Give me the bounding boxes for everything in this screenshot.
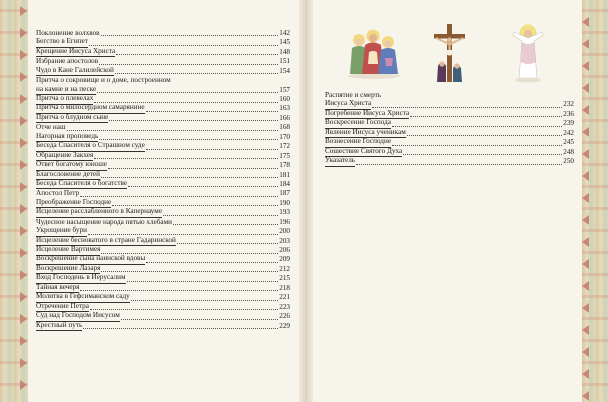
toc-entry-title: Благословение детей [36,170,100,180]
toc-dot-leader [67,130,279,131]
toc-entry [325,157,574,166]
toc-dot-leader [90,309,278,310]
border-triangle [20,292,27,302]
toc-page-number: 248 [563,147,574,156]
toc-entry-title: Преображение Господне [36,198,111,208]
toc-entry-title: Поклонение волхвов [36,28,100,37]
toc-entry-title: Суд над Господом Иисусом [36,311,120,321]
resurrection-illustration [508,22,548,84]
toc-entry-title: Воскрешение сына наинской вдовы [36,254,145,264]
toc-dot-leader [99,139,278,140]
toc-page-number: 184 [279,179,290,188]
border-triangle [582,149,589,159]
toc-entry-title: Крещение Иисуса Христа [36,47,115,57]
toc-page-number: 154 [279,66,290,75]
toc-entry-title: Указатель [325,156,355,166]
crucifixion-illustration [430,22,470,84]
toc-dot-leader [173,224,278,225]
toc-page-number: 218 [279,283,290,292]
toc-entry-title: Явление Иисуса ученикам [325,128,406,138]
toc-dot-leader [101,35,279,36]
toc-dot-leader [101,177,278,178]
toc-page-number: 193 [279,208,290,217]
border-triangle [582,17,589,27]
toc-page-number: 223 [279,302,290,311]
border-triangle [20,336,27,346]
border-triangle [20,182,27,192]
toc-dot-leader [372,107,562,108]
border-triangle [582,347,589,357]
border-triangle [20,358,27,368]
toc-page-number: 221 [279,293,290,302]
toc-page-number: 178 [279,161,290,170]
toc-dot-leader [94,102,278,103]
toc-entry-title: Беседа Спасителя о богатстве [36,179,127,189]
toc-dot-leader [116,54,278,55]
toc-dot-leader [146,262,278,263]
toc-page-number: 187 [279,189,290,198]
toc-entry-title: Обращение Закхея [36,151,93,161]
toc-entry-title: Нагорная проповедь [36,132,98,142]
toc-dot-leader [101,271,278,272]
toc-entry [36,208,290,217]
toc-entry-title: Сошествие Святого Духа [325,147,402,157]
toc-entry-title: Притча о сокровище и о доме, построенном [36,76,171,85]
border-triangle [582,325,589,335]
toc-entry-title: Избрание апостолов [36,57,99,66]
toc-entry-title: на камне и на песке [36,85,96,95]
toc-page-number: 190 [279,198,290,207]
toc-dot-leader [109,120,278,121]
toc-dot-leader [101,253,278,254]
border-triangle [20,248,27,258]
toc-page-number: 175 [279,151,290,160]
toc-entry-title: Исцеление расслабленного в Капернауме [36,207,162,217]
toc-page-number: 203 [279,236,290,245]
toc-dot-leader [131,300,279,301]
toc-entry-title: Иисуса Христа [325,99,371,109]
nativity-illustration [345,22,403,80]
toc-page-number: 242 [563,128,574,137]
toc-entry-title: Исцеление Вартимея [36,245,100,255]
toc-page-number: 196 [279,217,290,226]
border-triangle [20,314,27,324]
border-triangle [20,138,27,148]
border-triangle [582,303,589,313]
toc-dot-leader [128,186,278,187]
toc-entry-title: Тайная вечеря [36,283,79,293]
border-triangle [20,160,27,170]
toc-page-number: 157 [279,85,290,94]
border-triangle [20,204,27,214]
toc-page-number: 166 [279,113,290,122]
border-triangle [582,259,589,269]
toc-page-number: 170 [279,132,290,141]
toc-dot-leader [407,135,562,136]
left-page [36,0,290,402]
toc-entry-title: Молитва в Гефсиманском саду [36,292,130,302]
border-triangle [582,83,589,93]
toc-entry [36,67,290,76]
border-triangle [582,237,589,247]
toc-entry-title: Отречение Петра [36,302,89,312]
toc-page-number: 206 [279,246,290,255]
toc-page-number: 148 [279,47,290,56]
toc-entry-title: Притча о плевелах [36,94,93,104]
toc-page-number: 151 [279,57,290,66]
toc-entry-title: Исцеление бесноватого в стране Гадаринской [36,236,176,246]
toc-entry-title: Апостол Петр [36,189,80,198]
toc-entry-title: Чудесное насыщение народа пятью хлебами [36,217,173,226]
toc-dot-leader [99,64,278,65]
toc-page-number: 236 [563,109,574,118]
toc-entry-title: Притча о милосердном самарянине [36,103,145,113]
border-triangle [582,61,589,71]
toc-dot-leader [403,154,562,155]
border-triangle [582,215,589,225]
border-triangle [582,171,589,181]
toc-page-number: 200 [279,227,290,236]
toc-dot-leader [177,243,278,244]
toc-dot-leader [80,290,278,291]
toc-page-number: 168 [279,123,290,132]
toc-entry-title: Вознесение Господне [325,137,391,147]
toc-page-number: 226 [279,312,290,321]
toc-page-number: 181 [279,170,290,179]
toc-list-left [36,29,290,331]
toc-page-number: 232 [563,100,574,109]
border-triangle [20,50,27,60]
toc-dot-leader [392,145,562,146]
border-triangle [582,39,589,49]
toc-list-right [325,91,574,167]
section-heading: Распятие и смерть [325,91,381,99]
toc-page-number: 160 [279,95,290,104]
border-triangle [20,226,27,236]
toc-entry-title: Воскресение Господа [325,118,391,128]
toc-entry-title: Погребение Иисуса Христа [325,109,409,119]
toc-entry-title: Крестный путь [36,321,82,331]
toc-dot-leader [146,149,278,150]
border-triangle [20,72,27,82]
toc-entry-title: Укрощение бури [36,226,87,236]
border-triangle [20,270,27,280]
toc-dot-leader [112,205,278,206]
toc-page-number: 245 [563,138,574,147]
toc-dot-leader [127,281,279,282]
toc-entry [36,322,290,331]
toc-dot-leader [108,168,278,169]
border-triangle [582,105,589,115]
toc-dot-leader [410,116,562,117]
border-triangle [582,127,589,137]
border-triangle [582,391,589,401]
toc-page-number: 142 [279,28,290,37]
toc-page-number: 215 [279,274,290,283]
toc-entry-title: Чудо в Кане Галилейской [36,66,114,76]
toc-dot-leader [392,126,562,127]
toc-entry [36,48,290,57]
toc-entry-title: Отче наш [36,123,66,132]
toc-page-number: 145 [279,38,290,47]
toc-entry-title: Бегство в Египет [36,37,88,47]
toc-entry [36,114,290,123]
toc-page-number: 163 [279,104,290,113]
toc-entry-title: Притча о блудном сыне [36,113,108,123]
toc-dot-leader [83,328,278,329]
border-triangle [582,281,589,291]
border-triangle [20,116,27,126]
border-triangle [20,6,27,16]
toc-page-number: 172 [279,142,290,151]
toc-page-number: 212 [279,264,290,273]
toc-entry [325,148,574,157]
border-triangle [20,94,27,104]
toc-dot-leader [163,215,278,216]
toc-entry-title: Ответ богатому юноше [36,160,107,170]
toc-entry [36,180,290,189]
toc-dot-leader [80,196,278,197]
toc-dot-leader [88,234,278,235]
toc-dot-leader [97,92,278,93]
toc-entry-title: Вход Господень в Иерусалим [36,273,126,283]
border-triangle [582,193,589,203]
toc-page-number: 239 [563,119,574,128]
toc-dot-leader [94,158,278,159]
toc-dot-leader [121,319,278,320]
toc-entry-title: Воскрешение Лазаря [36,264,100,274]
toc-page-number: 250 [563,157,574,166]
toc-entry-title: Беседа Спасителя о Страшном суде [36,141,145,151]
toc-dot-leader [115,73,278,74]
toc-dot-leader [146,111,279,112]
toc-page-number: 209 [279,255,290,264]
border-triangle [20,380,27,390]
toc-page-number: 229 [279,321,290,330]
border-triangle [582,369,589,379]
border-triangle [20,28,27,38]
toc-dot-leader [356,164,562,165]
toc-dot-leader [89,45,278,46]
book-spine-gutter [299,0,313,402]
